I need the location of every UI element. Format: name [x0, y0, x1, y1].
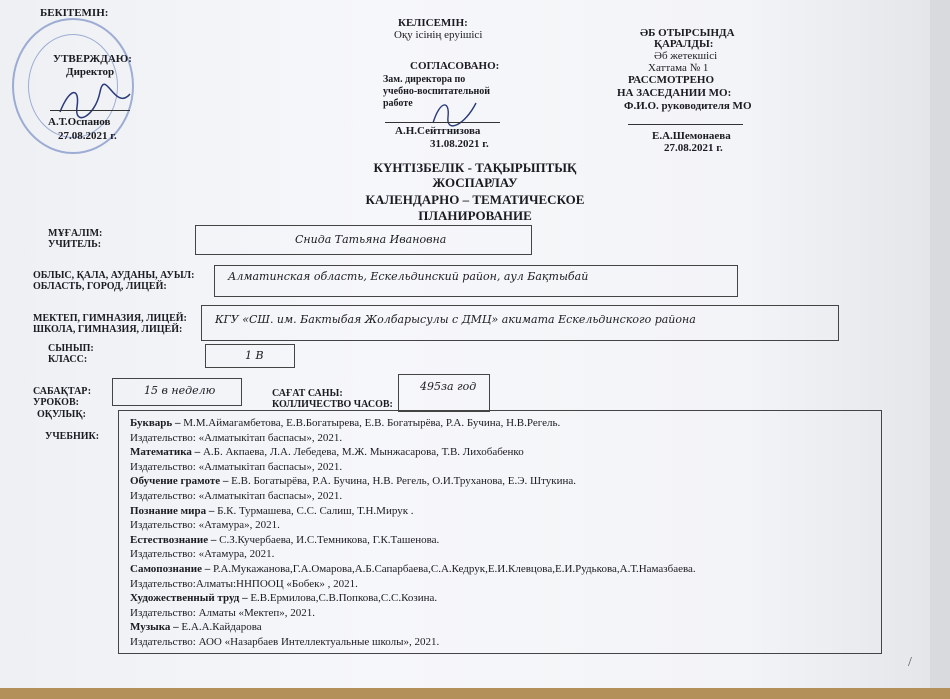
textbook-entry — [130, 475, 576, 488]
textbook-entry — [130, 592, 437, 605]
hours-label-ru: КОЛЛИЧЕСТВО ЧАСОВ: — [272, 399, 393, 410]
title-ru-line-2: ПЛАНИРОВАНИЕ — [418, 208, 532, 223]
title-kz-line-2: ЖОСПАРЛАУ — [432, 175, 518, 190]
textbook-publisher: Издательство: Алматы «Мектеп», 2021. — [130, 606, 316, 619]
textbook-authors: Е.В.Ермилова,С.В.Попкова,С.С.Козина. — [250, 592, 438, 605]
agree-ru-title: СОГЛАСОВАНО: — [410, 60, 500, 72]
textbook-entry — [130, 534, 439, 547]
teacher-label-ru: УЧИТЕЛЬ: — [48, 239, 102, 250]
textbook-authors: Б.К. Турмашева, С.С. Салиш, Т.Н.Мирук . — [217, 504, 414, 517]
region-label-ru: ОБЛАСТЬ, ГОРОД, ЛИЦЕЙ: — [33, 281, 167, 292]
reviewed-kz-title-2: ҚАРАЛДЫ: — [654, 38, 714, 50]
textbook-subject: Музыка – — [130, 621, 182, 634]
hours-label-kz: САҒАТ САНЫ: — [272, 388, 343, 399]
textbook-entry — [130, 621, 262, 634]
class-value: 1 В — [245, 349, 264, 362]
textbook-publisher: Издательство: АОО «Назарбаев Интеллектуальные школы», 2021. — [130, 636, 440, 648]
textbook-entry — [130, 505, 414, 518]
school-label-kz: МЕКТЕП, ГИМНАЗИЯ, ЛИЦЕЙ: — [33, 313, 187, 324]
textbook-authors: Е.А.А.Кайдарова — [181, 621, 262, 634]
agree-name: А.Н.Сейтгнизова — [395, 125, 481, 137]
table-surface — [0, 688, 950, 699]
textbook-label-kz: ОҚУЛЫҚ: — [37, 409, 86, 420]
approve-kz-title: БЕКІТЕМІН: — [40, 7, 109, 19]
reviewed-protocol: Хаттама № 1 — [648, 62, 709, 74]
school-label-ru: ШКОЛА, ГИМНАЗИЯ, ЛИЦЕЙ: — [33, 324, 183, 335]
textbook-authors: А.Б. Акпаева, Л.А. Лебедева, М.Ж. Мынжасарова, Т.В. Лихобабенко — [202, 446, 524, 459]
agree-position-line-3: работе — [383, 98, 413, 109]
textbook-publisher: Издательство:Алматы:ННПООЦ «Бобек» , 2021. — [130, 577, 358, 590]
teacher-label-kz: МҰҒАЛІМ: — [48, 228, 103, 239]
textbook-label-ru: УЧЕБНИК: — [45, 431, 100, 442]
region-value: Алматинская область, Ескельдинский район, аул Бақтыбай — [228, 270, 589, 283]
paper-edge — [930, 0, 950, 699]
reviewed-date: 27.08.2021 г. — [664, 142, 723, 154]
hours-value: 495за год — [420, 380, 477, 393]
reviewed-kz-position: Әб жетекшісі — [654, 50, 718, 62]
textbook-subject: Букварь – — [130, 417, 184, 429]
teacher-value: Снида Татьяна Ивановна — [295, 233, 447, 246]
class-label-kz: СЫНЫП: — [48, 343, 94, 354]
approve-date: 27.08.2021 г. — [58, 130, 117, 142]
lessons-value: 15 в неделю — [144, 384, 216, 397]
textbook-entry — [130, 417, 560, 430]
approve-position: Директор — [66, 66, 115, 78]
reviewed-ru-title-2: НА ЗАСЕДАНИИ МО: — [617, 87, 732, 99]
lessons-label-kz: САБАҚТАР: — [33, 386, 92, 397]
title-ru-line-1: КАЛЕНДАРНО – ТЕМАТИЧЕСКОЕ — [365, 192, 585, 207]
margin-mark: / — [908, 655, 912, 670]
textbook-publisher: Издательство: «Атамура, 2021. — [130, 548, 275, 561]
textbook-authors: Е.В. Богатырёва, Р.А. Бучина, Н.В. Регель, О.И.Труханова, Е.Э. Штукина. — [231, 475, 577, 488]
textbook-subject: Познание мира – — [130, 504, 218, 517]
textbook-subject: Самопознание – — [130, 563, 213, 575]
lessons-label-ru: УРОКОВ: — [33, 397, 79, 408]
approve-ru-title: УТВЕРЖДАЮ: — [53, 53, 132, 65]
reviewed-kz-title-1: ӘБ ОТЫРСЫНДА — [640, 27, 735, 39]
textbook-publisher: Издательство: «Алматыкітап баспасы», 2021. — [130, 431, 343, 444]
textbook-subject: Естествознание – — [130, 533, 220, 546]
textbook-publisher: Издательство: «Атамура», 2021. — [130, 519, 280, 532]
agree-kz-position: Оқу ісінің еруішісі — [394, 29, 483, 41]
reviewed-name: Е.А.Шемонаева — [652, 130, 731, 142]
title-kz-line-1: КҮНТІЗБЕЛІК - ТАҚЫРЫПТЫҚ — [373, 160, 577, 175]
textbook-authors: М.М.Аймагамбетова, Е.В.Богатырева, Е.В. Богатырёва, Р.А. Бучина, Н.В.Регель. — [183, 417, 561, 429]
school-value: КГУ «СШ. им. Бактыбая Жолбарысулы с ДМЦ» акимата Ескельдинского района — [215, 313, 696, 326]
textbook-entry — [130, 446, 524, 459]
agree-date: 31.08.2021 г. — [430, 138, 489, 150]
textbook-subject: Математика – — [130, 446, 203, 459]
region-label-kz: ОБЛЫС, ҚАЛА, АУДАНЫ, АУЫЛ: — [33, 270, 195, 281]
textbook-subject: Обучение грамоте – — [130, 475, 232, 488]
textbook-subject: Художественный труд – — [130, 592, 251, 605]
class-label-ru: КЛАСС: — [48, 354, 88, 365]
agree-position-line-1: Зам. директора по — [383, 74, 466, 85]
reviewed-ru-position: Ф.И.О. руководителя МО — [624, 100, 752, 112]
textbook-entry — [130, 563, 696, 576]
textbook-publisher: Издательство: «Алматыкітап баспасы», 2021. — [130, 490, 343, 502]
textbook-publisher: Издательство: «Алматыкітап баспасы», 2021. — [130, 460, 343, 473]
reviewed-ru-title-1: РАССМОТРЕНО — [628, 74, 715, 86]
textbook-authors: С.З.Кучербаева, И.С.Темникова, Г.К.Ташенова. — [219, 533, 440, 546]
textbook-authors: Р.А.Мукажанова,Г.А.Омарова,А.Б.Сапарбаева,С.А.Кедрук,Е.И.Клевцова,Е.И.Рудькова,А.Т.Намазбаева. — [212, 563, 696, 575]
approve-name: А.Т.Оспанов — [48, 116, 111, 128]
agree-kz-title: КЕЛІСЕМІН: — [398, 17, 468, 29]
agree-position-line-2: учебно-воспитательной — [383, 86, 491, 97]
